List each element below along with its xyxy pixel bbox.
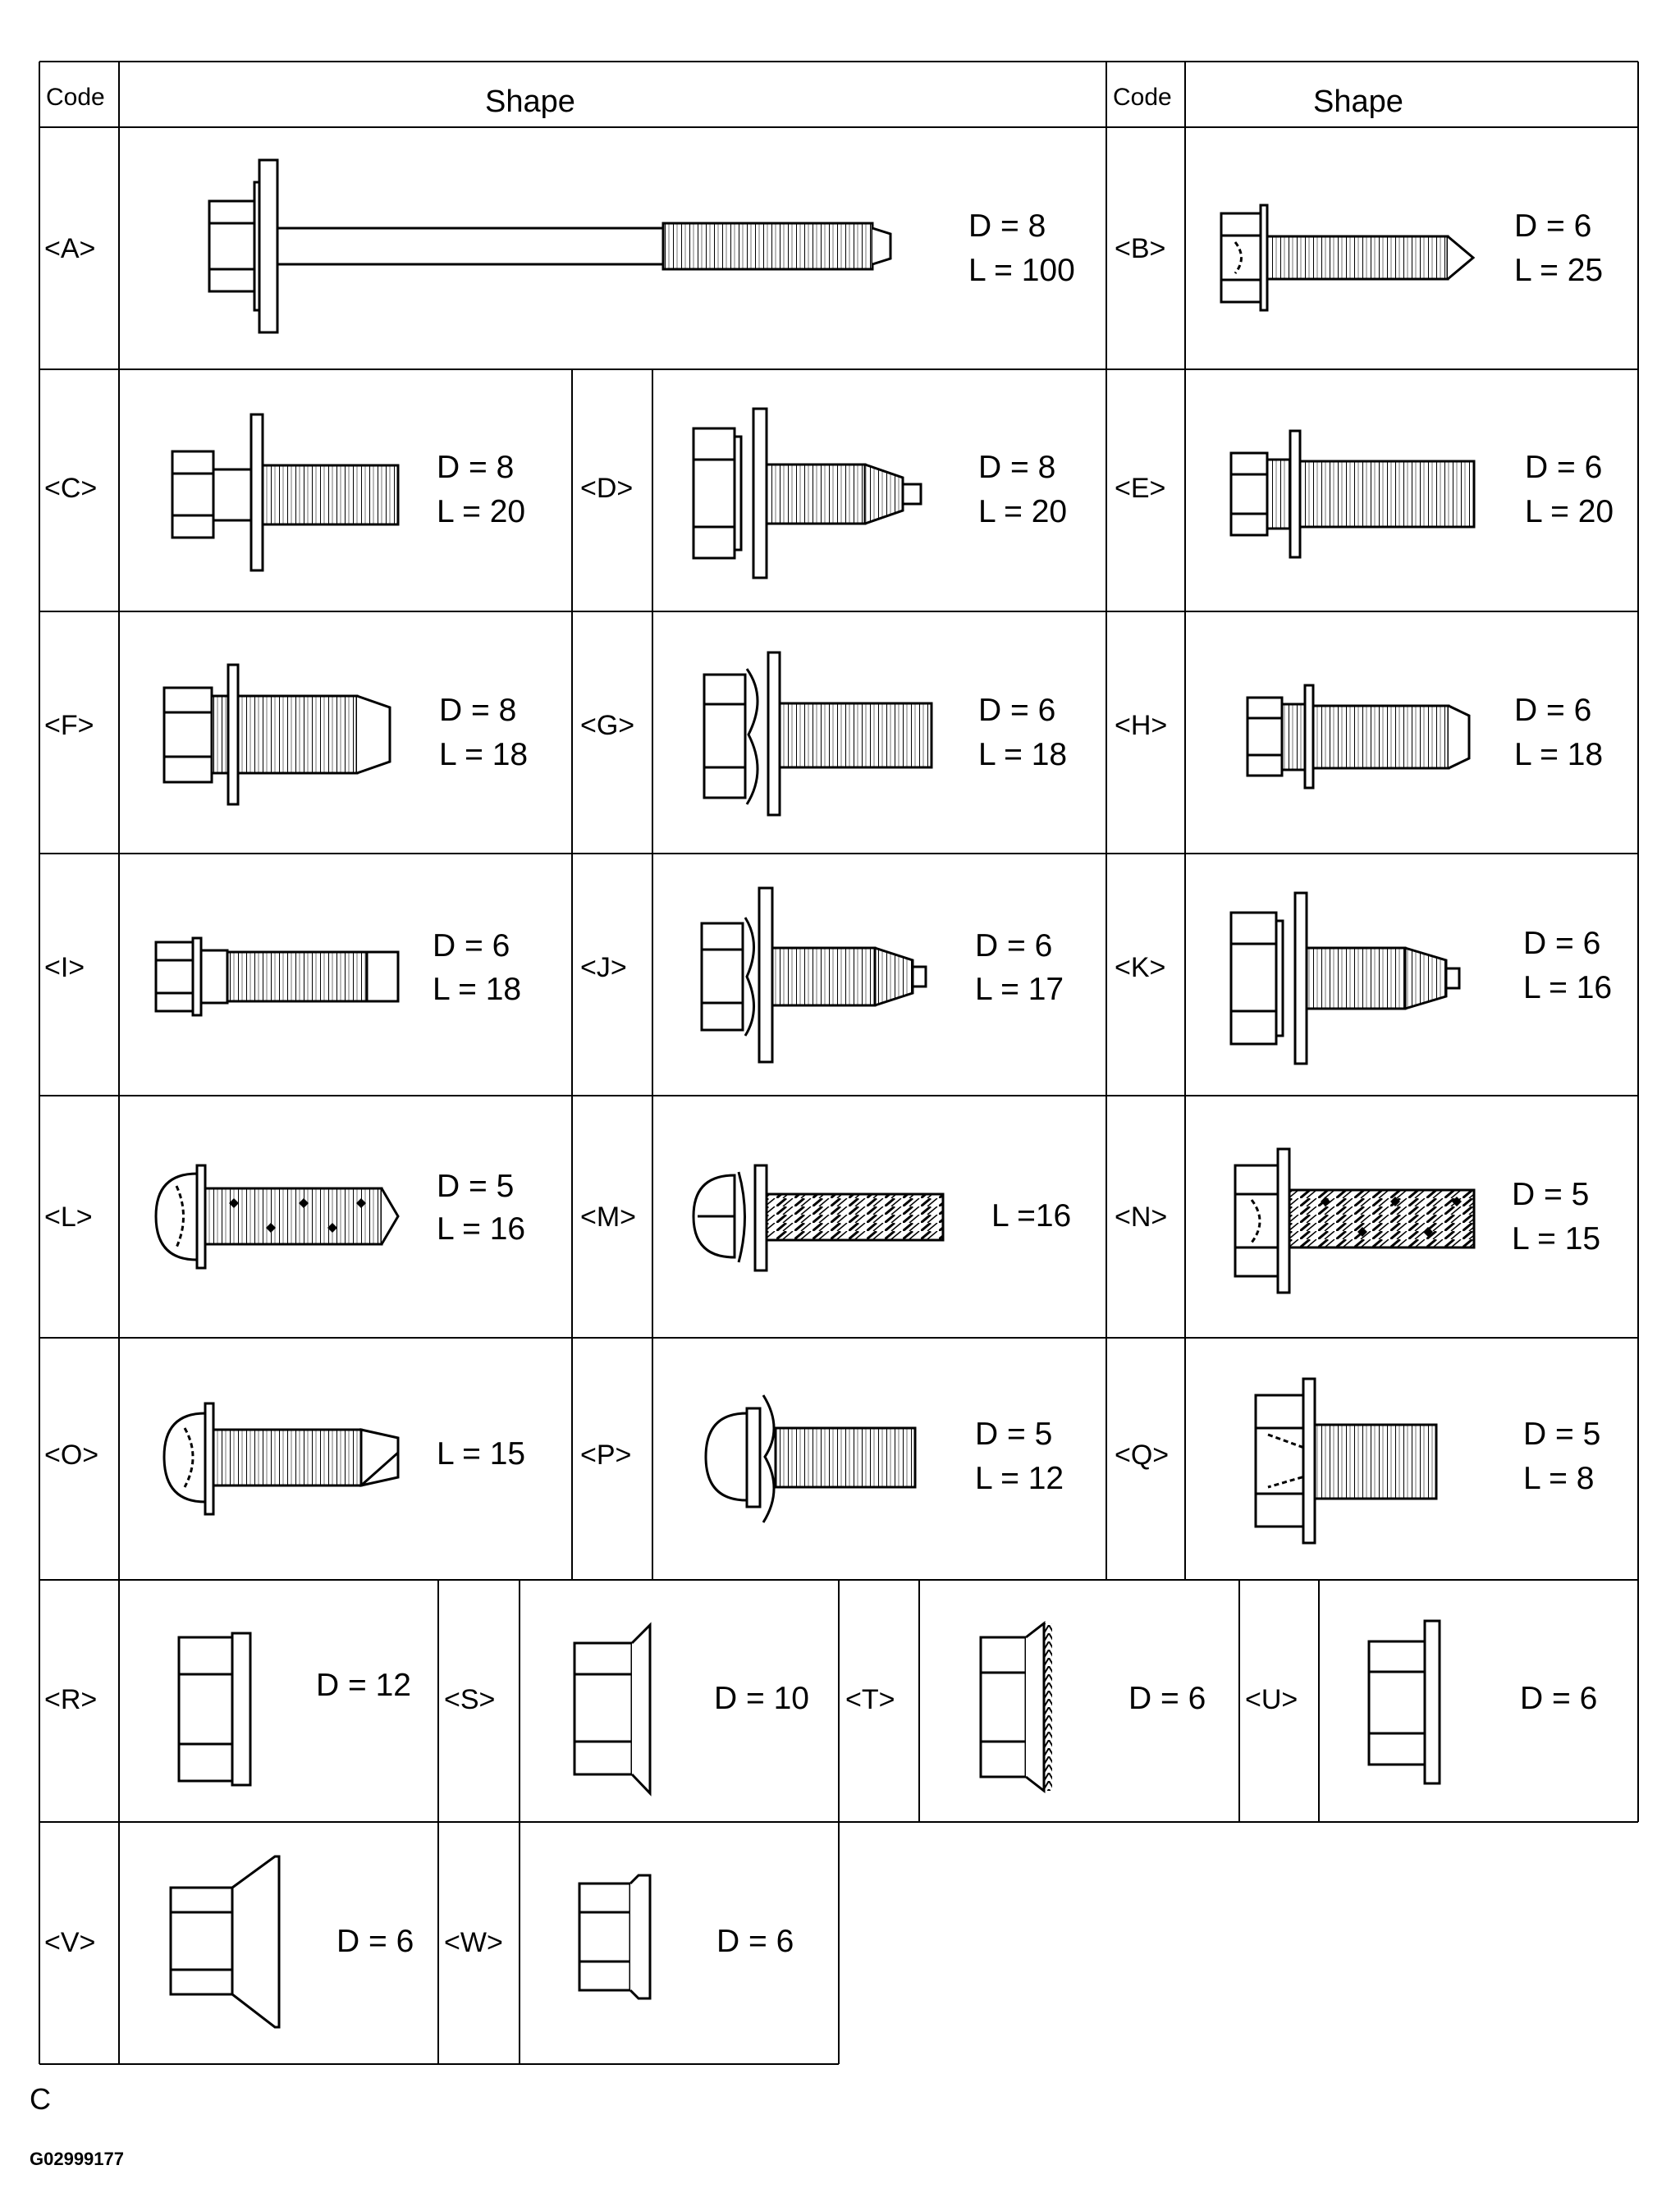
header-shape-label-right: Shape bbox=[1313, 85, 1403, 119]
screw-L-illustration bbox=[156, 1165, 398, 1268]
dim-l-J: L = 17 bbox=[975, 972, 1064, 1007]
bolt-E-illustration bbox=[1231, 431, 1474, 557]
code-G: <G> bbox=[580, 710, 635, 741]
dim-l-C: L = 20 bbox=[437, 494, 526, 529]
code-T: <T> bbox=[845, 1684, 895, 1715]
dim-d-G: D = 6 bbox=[978, 693, 1056, 728]
dim-d-T: D = 6 bbox=[1128, 1681, 1206, 1716]
dim-l-O: L = 15 bbox=[437, 1436, 526, 1472]
nut-U-illustration bbox=[1369, 1621, 1440, 1783]
dim-l-B: L = 25 bbox=[1514, 253, 1604, 288]
dim-l-H: L = 18 bbox=[1514, 737, 1604, 772]
screw-O-illustration bbox=[164, 1403, 398, 1514]
nut-W-illustration bbox=[579, 1875, 650, 1998]
code-E: <E> bbox=[1115, 473, 1166, 504]
nut-T-illustration bbox=[981, 1623, 1052, 1791]
dim-l-A: L = 100 bbox=[968, 253, 1075, 288]
dim-l-K: L = 16 bbox=[1523, 970, 1613, 1005]
dim-d-Q: D = 5 bbox=[1523, 1417, 1601, 1452]
bolt-F-illustration bbox=[164, 665, 390, 804]
dim-l-I: L = 18 bbox=[433, 972, 522, 1007]
dim-d-W: D = 6 bbox=[716, 1924, 794, 1959]
code-N: <N> bbox=[1115, 1202, 1168, 1233]
nut-R-illustration bbox=[179, 1633, 250, 1785]
dim-l-F: L = 18 bbox=[439, 737, 529, 772]
dim-d-P: D = 5 bbox=[975, 1417, 1053, 1452]
dim-l-P: L = 12 bbox=[975, 1461, 1064, 1496]
dim-d-R: D = 12 bbox=[316, 1668, 411, 1703]
code-S: <S> bbox=[444, 1684, 496, 1715]
bolt-H-illustration bbox=[1247, 685, 1469, 788]
dim-l-D: L = 20 bbox=[978, 494, 1068, 529]
code-H: <H> bbox=[1115, 710, 1168, 741]
dim-l-E: L = 20 bbox=[1525, 494, 1614, 529]
bolt-Q-illustration bbox=[1256, 1379, 1436, 1543]
bolt-J-illustration bbox=[702, 888, 926, 1062]
bolt-G-illustration bbox=[704, 652, 932, 815]
dim-d-A: D = 8 bbox=[968, 208, 1046, 244]
figure-id: G02999177 bbox=[30, 2149, 124, 2169]
dim-d-S: D = 10 bbox=[714, 1681, 809, 1716]
code-J: <J> bbox=[580, 952, 627, 983]
dim-d-I: D = 6 bbox=[433, 928, 510, 964]
dim-l-Q: L = 8 bbox=[1523, 1461, 1595, 1496]
code-U: <U> bbox=[1245, 1684, 1298, 1715]
header-shape-label: Shape bbox=[485, 85, 575, 119]
dim-d-D: D = 8 bbox=[978, 450, 1056, 485]
dim-d-B: D = 6 bbox=[1514, 208, 1592, 244]
header-code-label: Code bbox=[46, 84, 105, 111]
screw-N-illustration bbox=[1235, 1149, 1474, 1293]
dim-l-M: L =16 bbox=[991, 1198, 1072, 1234]
dim-l-G: L = 18 bbox=[978, 737, 1068, 772]
code-D: <D> bbox=[580, 473, 634, 504]
screw-M-illustration bbox=[694, 1165, 943, 1270]
header-code-label-right: Code bbox=[1113, 84, 1172, 111]
dim-d-F: D = 8 bbox=[439, 693, 517, 728]
code-M: <M> bbox=[580, 1202, 637, 1233]
code-C: <C> bbox=[44, 473, 98, 504]
dim-d-V: D = 6 bbox=[336, 1924, 414, 1959]
code-B: <B> bbox=[1115, 233, 1166, 264]
code-V: <V> bbox=[44, 1927, 96, 1958]
nut-S-illustration bbox=[574, 1625, 650, 1793]
code-K: <K> bbox=[1115, 952, 1166, 983]
dim-d-E: D = 6 bbox=[1525, 450, 1603, 485]
dim-l-N: L = 15 bbox=[1512, 1221, 1601, 1257]
bolt-C-illustration bbox=[172, 414, 398, 570]
dim-d-C: D = 8 bbox=[437, 450, 515, 485]
dim-d-H: D = 6 bbox=[1514, 693, 1592, 728]
dim-l-L: L = 16 bbox=[437, 1211, 526, 1247]
dim-d-L: D = 5 bbox=[437, 1169, 515, 1204]
dim-d-K: D = 6 bbox=[1523, 926, 1601, 961]
bolt-D-illustration bbox=[694, 409, 921, 578]
screw-B-illustration bbox=[1221, 205, 1473, 310]
code-L: <L> bbox=[44, 1202, 93, 1233]
bolt-I-illustration bbox=[156, 938, 398, 1015]
bolt-K-illustration bbox=[1231, 893, 1459, 1064]
code-R: <R> bbox=[44, 1684, 98, 1715]
code-F: <F> bbox=[44, 710, 94, 741]
screw-P-illustration bbox=[706, 1395, 915, 1522]
code-Q: <Q> bbox=[1115, 1440, 1170, 1471]
section-letter: C bbox=[30, 2082, 51, 2116]
dim-d-N: D = 5 bbox=[1512, 1177, 1590, 1212]
code-P: <P> bbox=[580, 1440, 632, 1471]
nut-V-illustration bbox=[171, 1856, 279, 2027]
bolt-A-illustration bbox=[209, 160, 890, 332]
code-A: <A> bbox=[44, 233, 96, 264]
dim-d-U: D = 6 bbox=[1520, 1681, 1598, 1716]
code-O: <O> bbox=[44, 1440, 99, 1471]
code-W: <W> bbox=[444, 1927, 503, 1958]
code-I: <I> bbox=[44, 952, 85, 983]
dim-d-J: D = 6 bbox=[975, 928, 1053, 964]
